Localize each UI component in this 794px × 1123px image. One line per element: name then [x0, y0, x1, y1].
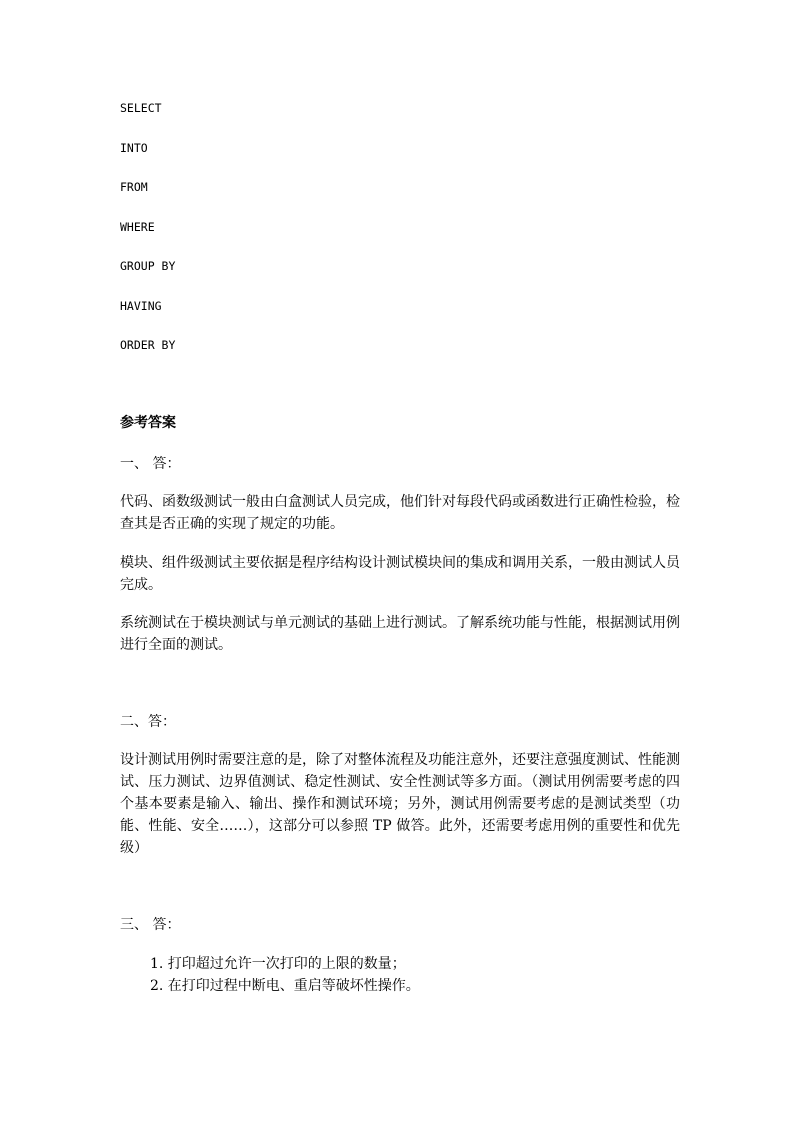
- sql-keyword-where: WHERE: [120, 220, 155, 234]
- q3-list: [150, 953, 420, 997]
- sql-keyword-from: FROM: [120, 180, 148, 194]
- sql-keyword-group-by: GROUP BY: [120, 259, 176, 273]
- q3-label: 三、 答：: [120, 917, 181, 933]
- sql-keyword-into: INTO: [120, 141, 148, 155]
- sql-keyword-order-by: ORDER BY: [120, 338, 176, 352]
- q2-label: 二、答：: [120, 714, 176, 730]
- q1-paragraph-2: 模块、组件级测试主要依据是程序结构设计测试模块间的集成和调用关系，一般由测试人员完成。: [120, 555, 680, 593]
- q3-list-item-1: 1. 打印超过允许一次打印的上限的数量；: [150, 956, 406, 972]
- q1-label: 一、 答：: [120, 456, 181, 472]
- q2-paragraph: 设计测试用例时需要注意的是，除了对整体流程及功能注意外，还要注意强度测试、性能测试、压力测试、边界值测试、稳定性测试、安全性测试等多方面。（测试用例需要考虑的四个基本要素是输入、输出、操作和测试环境；另外，测试用例需要考虑的是测试类型（功能、性能、安全……），这部分可以参照 TP 做答。此外，还需要考虑用例的重要性和优先级）: [120, 752, 680, 856]
- sql-keyword-having: HAVING: [120, 299, 162, 313]
- q3-list-item-2: 2. 在打印过程中断电、重启等破坏性操作。: [150, 978, 420, 994]
- sql-keyword-select: SELECT: [120, 101, 162, 115]
- answers-title: 参考答案: [120, 415, 176, 431]
- q1-paragraph-3: 系统测试在于模块测试与单元测试的基础上进行测试。了解系统功能与性能，根据测试用例进行全面的测试。: [120, 615, 680, 653]
- q1-paragraph-1: 代码、函数级测试一般由白盒测试人员完成，他们针对每段代码或函数进行正确性检验，检查其是否正确的实现了规定的功能。: [120, 494, 680, 532]
